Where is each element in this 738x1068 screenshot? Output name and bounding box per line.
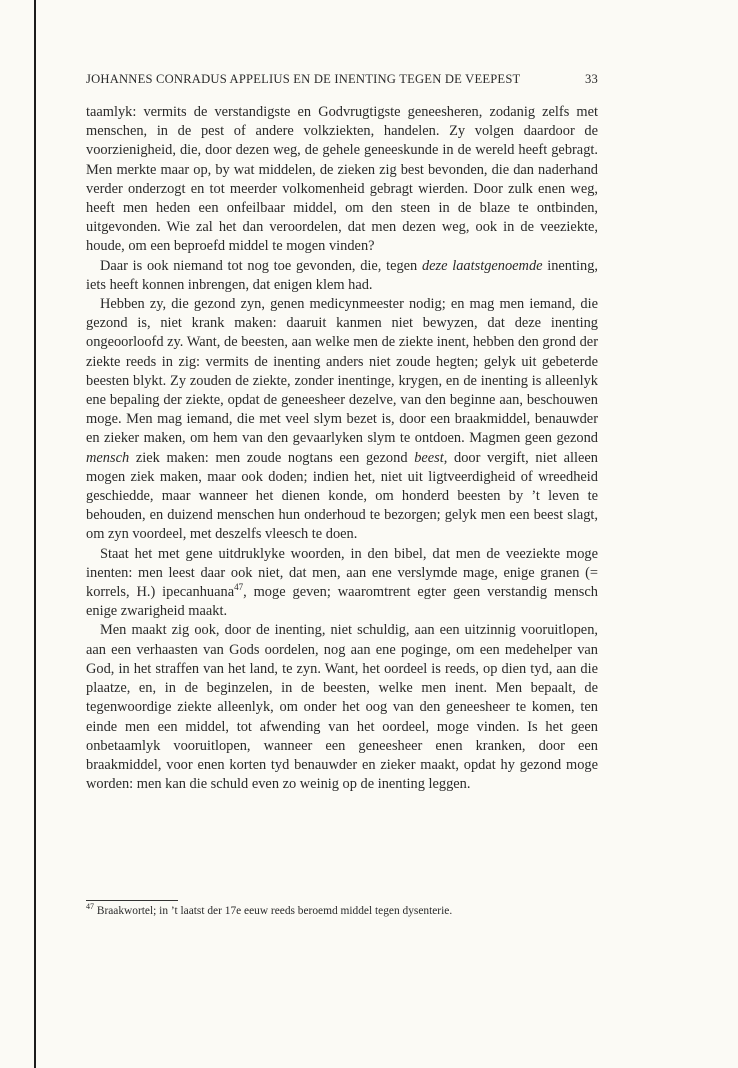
body-text: [86, 103, 598, 794]
running-header: [86, 72, 598, 87]
running-title: JOHANNES CONRADUS APPELIUS EN DE INENTING TEGEN DE VEEPEST: [86, 72, 521, 86]
footnote-reference[interactable]: 47: [234, 582, 244, 593]
text-run: Daar is ook niemand tot nog toe gevonden, die, tegen: [100, 257, 422, 274]
text-run: Men maakt zig ook, door de inenting, niet schuldig, aan een uitzinnig vooruitlopen, aan een verhaasten van Gods oordelen, nog aan ene poginge, om een medehelper van God, in het straffen van het land, te zyn. Want, het oordeel is reeds, op dien tyd, aan die plaatze, en, in de beginzelen, in de beesten, welke men inent. Men bepaalt, de tegenwoordige ziekte alleenlyk, om onder het oog van den geneesheer te komen, ten einde men een middel, tot afwending van het oordeel, moge vinden. Is het geen onbetaamlyk vooruitlopen, wanneer een geneesheer enen kranken, door een braakmiddel, voor enen korten tyd benauwder en zieker maakt, opdat hy gezond moge worden: men kan die schuld even zo weinig op de inenting leggen.: [86, 622, 598, 793]
paragraph: [86, 257, 598, 295]
paragraph: [86, 621, 598, 794]
page-number: 33: [585, 72, 598, 86]
text-run: door vergift, niet alleen mogen ziek maken, maar ook doden; indien het, niet uit ligtveerdigheid of wreedheid geschiedde, maar wanneer het dienen konde, om honderd beesten by ’t leven te behouden, en duizend menschen hun onderhoud te bezorgen; gelyk men een beest slagt, om zyn voordeel, met deszelfs vleesch te doen.: [86, 449, 598, 543]
footnote-rule: [86, 900, 178, 901]
footnote-text: Braakwortel; in ’t laatst der 17e eeuw reeds beroemd middel tegen dysenterie.: [96, 905, 453, 917]
text-run: ziek maken: men zoude nogtans een gezond: [129, 449, 415, 466]
italic-run: deze laatstgenoemde: [421, 257, 543, 274]
page-spine-edge: [34, 0, 36, 1068]
footnote: [86, 904, 598, 918]
text-run: inenting, iets heeft konnen inbrengen, dat enigen klem had.: [86, 257, 598, 293]
paragraph: [86, 295, 598, 545]
italic-run: mensch: [86, 449, 130, 466]
text-run: taamlyk: vermits de verstandigste en Godvrugtigste geneesheren, zodanig zelfs met menschen, in de pest of andere volkziekten, handelen. Zy volgen daardoor de voorzienigheid, die, door dezen weg, de gehele geneeskunde in de wereld heeft gebragt. Men merkte maar op, by wat middelen, de zieken zig best bevonden, die dan naderhand verder onderzogt en tot meerder volkomenheid gebragt wierden. Door zulk enen weg, heeft men heden een onfeilbaar middel, om den steen in de blaze te ontbinden, uitgevonden. Wie zal het dan veroordelen, dat men dezen weg, ook in de veeziekte, houde, om een beproefd middel te mogen vinden?: [86, 104, 598, 255]
text-run: Hebben zy, die gezond zyn, genen medicynmeester nodig; en mag men iemand, die gezond is, niet krank maken: daaruit kanmen niet bewyzen, dat deze inenting ongeoorloofd zy. Want, de beesten, aan welke men de ziekte inent, hebben den grond der ziekte reeds in zig: vermits de inenting anders niet zoude hegten; gelyk uit gebeterde beesten blykt. Zy zouden de ziekte, zonder inentinge, krygen, en de inenting is alleenlyk ene bepaling der ziekte, opdat de geneesheer dezelve, van den beginne aan, beschouwen moge. Men mag iemand, die met veel slym bezet is, door een braakmiddel, benauwder en zieker maken, om hem van den gevaarlyken slym te ontdoen. Magmen geen gezond: [86, 296, 598, 447]
italic-run: beest,: [414, 449, 448, 466]
paragraph: [86, 545, 598, 622]
text-run: Staat het met gene uitdruklyke woorden, in den bibel, dat men de veeziekte moge inenten: men leest daar ook niet, dat men, aan ene verslymde mage, enige granen (= korrels, H.) ipecanhuana: [86, 545, 598, 601]
paragraph: [86, 103, 598, 257]
footnote-number: 47: [86, 902, 94, 912]
text-run: , moge geven; waaromtrent egter geen verstandig mensch enige zwarigheid maakt.: [86, 584, 598, 620]
